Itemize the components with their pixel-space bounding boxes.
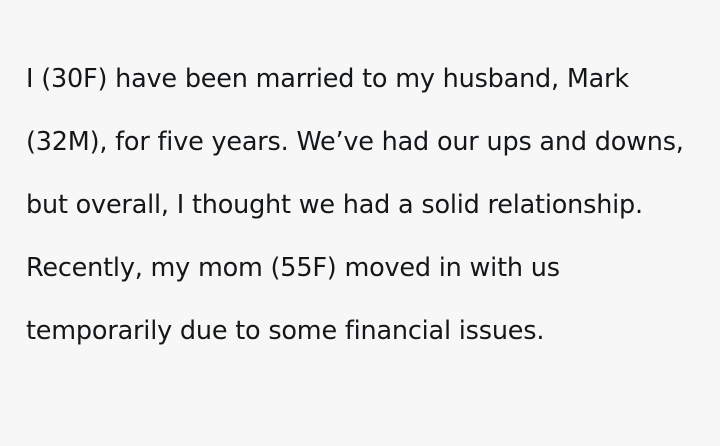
story-paragraph: I (30F) have been married to my husband, Mark (32M), for five years. We’ve had our ups and downs, but overall, I thought we had a solid relationship. Recently, my mom (55F) moved in with us temporarily due to some financial issues. — [26, 63, 692, 346]
